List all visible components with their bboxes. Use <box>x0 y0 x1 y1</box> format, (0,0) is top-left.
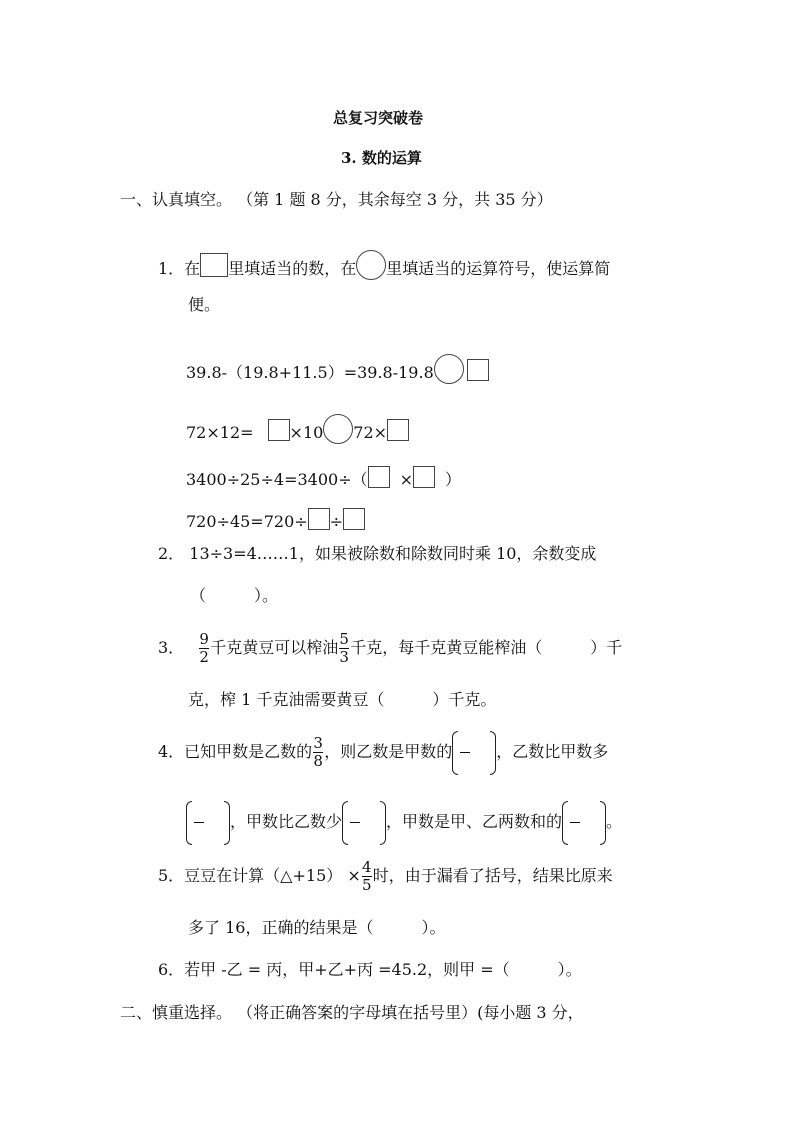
eq2-text-b: ×10 <box>289 423 324 442</box>
q4-text-f: 。 <box>606 812 623 831</box>
fraction-4-5 <box>362 860 372 893</box>
paren-left <box>186 801 192 845</box>
q1-text-c: 里填适当的运算符号，使运算简 <box>386 259 611 278</box>
q5-text-a: 5．豆豆在计算（△+15） × <box>158 866 361 885</box>
q4-text-d: ，甲数比乙数少 <box>230 812 343 831</box>
answer-box[interactable] <box>413 466 435 488</box>
fraction-3-8 <box>313 736 323 769</box>
q4-line2 <box>186 800 622 845</box>
q1-equation-4 <box>186 508 365 532</box>
q5-line1 <box>158 856 613 896</box>
q1-text-b: 里填适当的数，在 <box>228 259 357 278</box>
paren-left <box>562 801 568 845</box>
section1-heading: 一、认真填空。 （第 1 题 8 分，其余每空 3 分，共 35 分） <box>120 190 553 209</box>
q4-text-a: 4．已知甲数是乙数的 <box>158 742 313 761</box>
answer-box[interactable] <box>368 466 390 488</box>
fraction-9-2 <box>199 632 209 665</box>
fraction-5-3 <box>339 632 349 665</box>
answer-circle[interactable] <box>356 250 386 280</box>
q1-line1 <box>158 250 610 280</box>
q5-text-b: 时，由于漏看了括号，结果比原来 <box>372 866 613 885</box>
q1-equation-3 <box>186 466 461 490</box>
eq4-text-a: 720÷45=720÷ <box>186 512 308 531</box>
section2-heading: 二、慎重选择。 （将正确答案的字母填在括号里）(每小题 3 分， <box>120 1003 584 1022</box>
q3-num: 3． <box>158 638 185 657</box>
answer-box[interactable] <box>467 359 489 381</box>
answer-circle[interactable] <box>434 354 464 384</box>
frac-numerator: 5 <box>339 630 349 648</box>
frac-numerator: 9 <box>199 630 209 648</box>
frac-denominator: 2 <box>199 648 209 666</box>
paren-left <box>342 801 348 845</box>
answer-box[interactable] <box>387 419 409 441</box>
blank-fraction-bar[interactable] <box>570 822 580 823</box>
blank-fraction-bar[interactable] <box>194 822 204 823</box>
blank-fraction-bar[interactable] <box>460 752 470 753</box>
eq3-text-a: 3400÷25÷4=3400÷（ <box>186 470 368 489</box>
exam-title: 总复习突破卷 <box>333 109 424 127</box>
eq2-text-a: 72×12= <box>186 423 254 442</box>
eq4-text-b: ÷ <box>329 512 344 531</box>
q1-equation-2 <box>186 414 409 444</box>
q4-text-c: ，乙数比甲数多 <box>496 742 609 761</box>
q3-line1 <box>158 628 622 668</box>
frac-numerator: 3 <box>313 734 323 752</box>
answer-box[interactable] <box>308 508 330 530</box>
blank-fraction-bar[interactable] <box>350 822 360 823</box>
frac-numerator: 4 <box>361 858 372 876</box>
q6-line: 6．若甲 -乙 = 丙，甲+乙+丙 =45.2，则甲 =（ ）。 <box>158 960 582 979</box>
frac-denominator: 8 <box>313 752 323 770</box>
q2-line1: 2． 13÷3=4……1，如果被除数和除数同时乘 10，余数变成 <box>158 544 597 563</box>
eq1-text: 39.8-（19.8+11.5）=39.8-19.8 <box>186 363 434 382</box>
q2-line2: （ ）。 <box>190 586 279 605</box>
exam-subtitle: 3. 数的运算 <box>341 149 422 167</box>
paren-left <box>452 731 458 775</box>
frac-denominator: 5 <box>361 876 372 894</box>
frac-denominator: 3 <box>339 648 349 666</box>
answer-box[interactable] <box>200 253 228 277</box>
q5-line2: 多了 16，正确的结果是（ ）。 <box>188 918 446 937</box>
q3-line2: 克，榨 1 千克油需要黄豆（ ）千克。 <box>188 690 497 709</box>
q4-line1 <box>158 730 608 775</box>
answer-circle[interactable] <box>323 414 353 444</box>
eq3-text-c: ） <box>445 470 462 489</box>
q4-text-b: ，则乙数是甲数的 <box>324 742 453 761</box>
q3-text-mid: 千克黄豆可以榨油 <box>210 638 339 657</box>
eq3-text-b: × <box>399 470 414 489</box>
eq2-text-c: 72× <box>353 423 388 442</box>
answer-box[interactable] <box>268 419 290 441</box>
answer-box[interactable] <box>343 508 365 530</box>
q4-text-e: ，甲数是甲、乙两数和的 <box>386 812 563 831</box>
q3-text-end: 千克，每千克黄豆能榨油（ ）千 <box>350 638 623 657</box>
q1-text-a: 1．在 <box>158 259 201 278</box>
q1-line2: 便。 <box>188 295 221 314</box>
q1-equation-1 <box>186 354 489 384</box>
